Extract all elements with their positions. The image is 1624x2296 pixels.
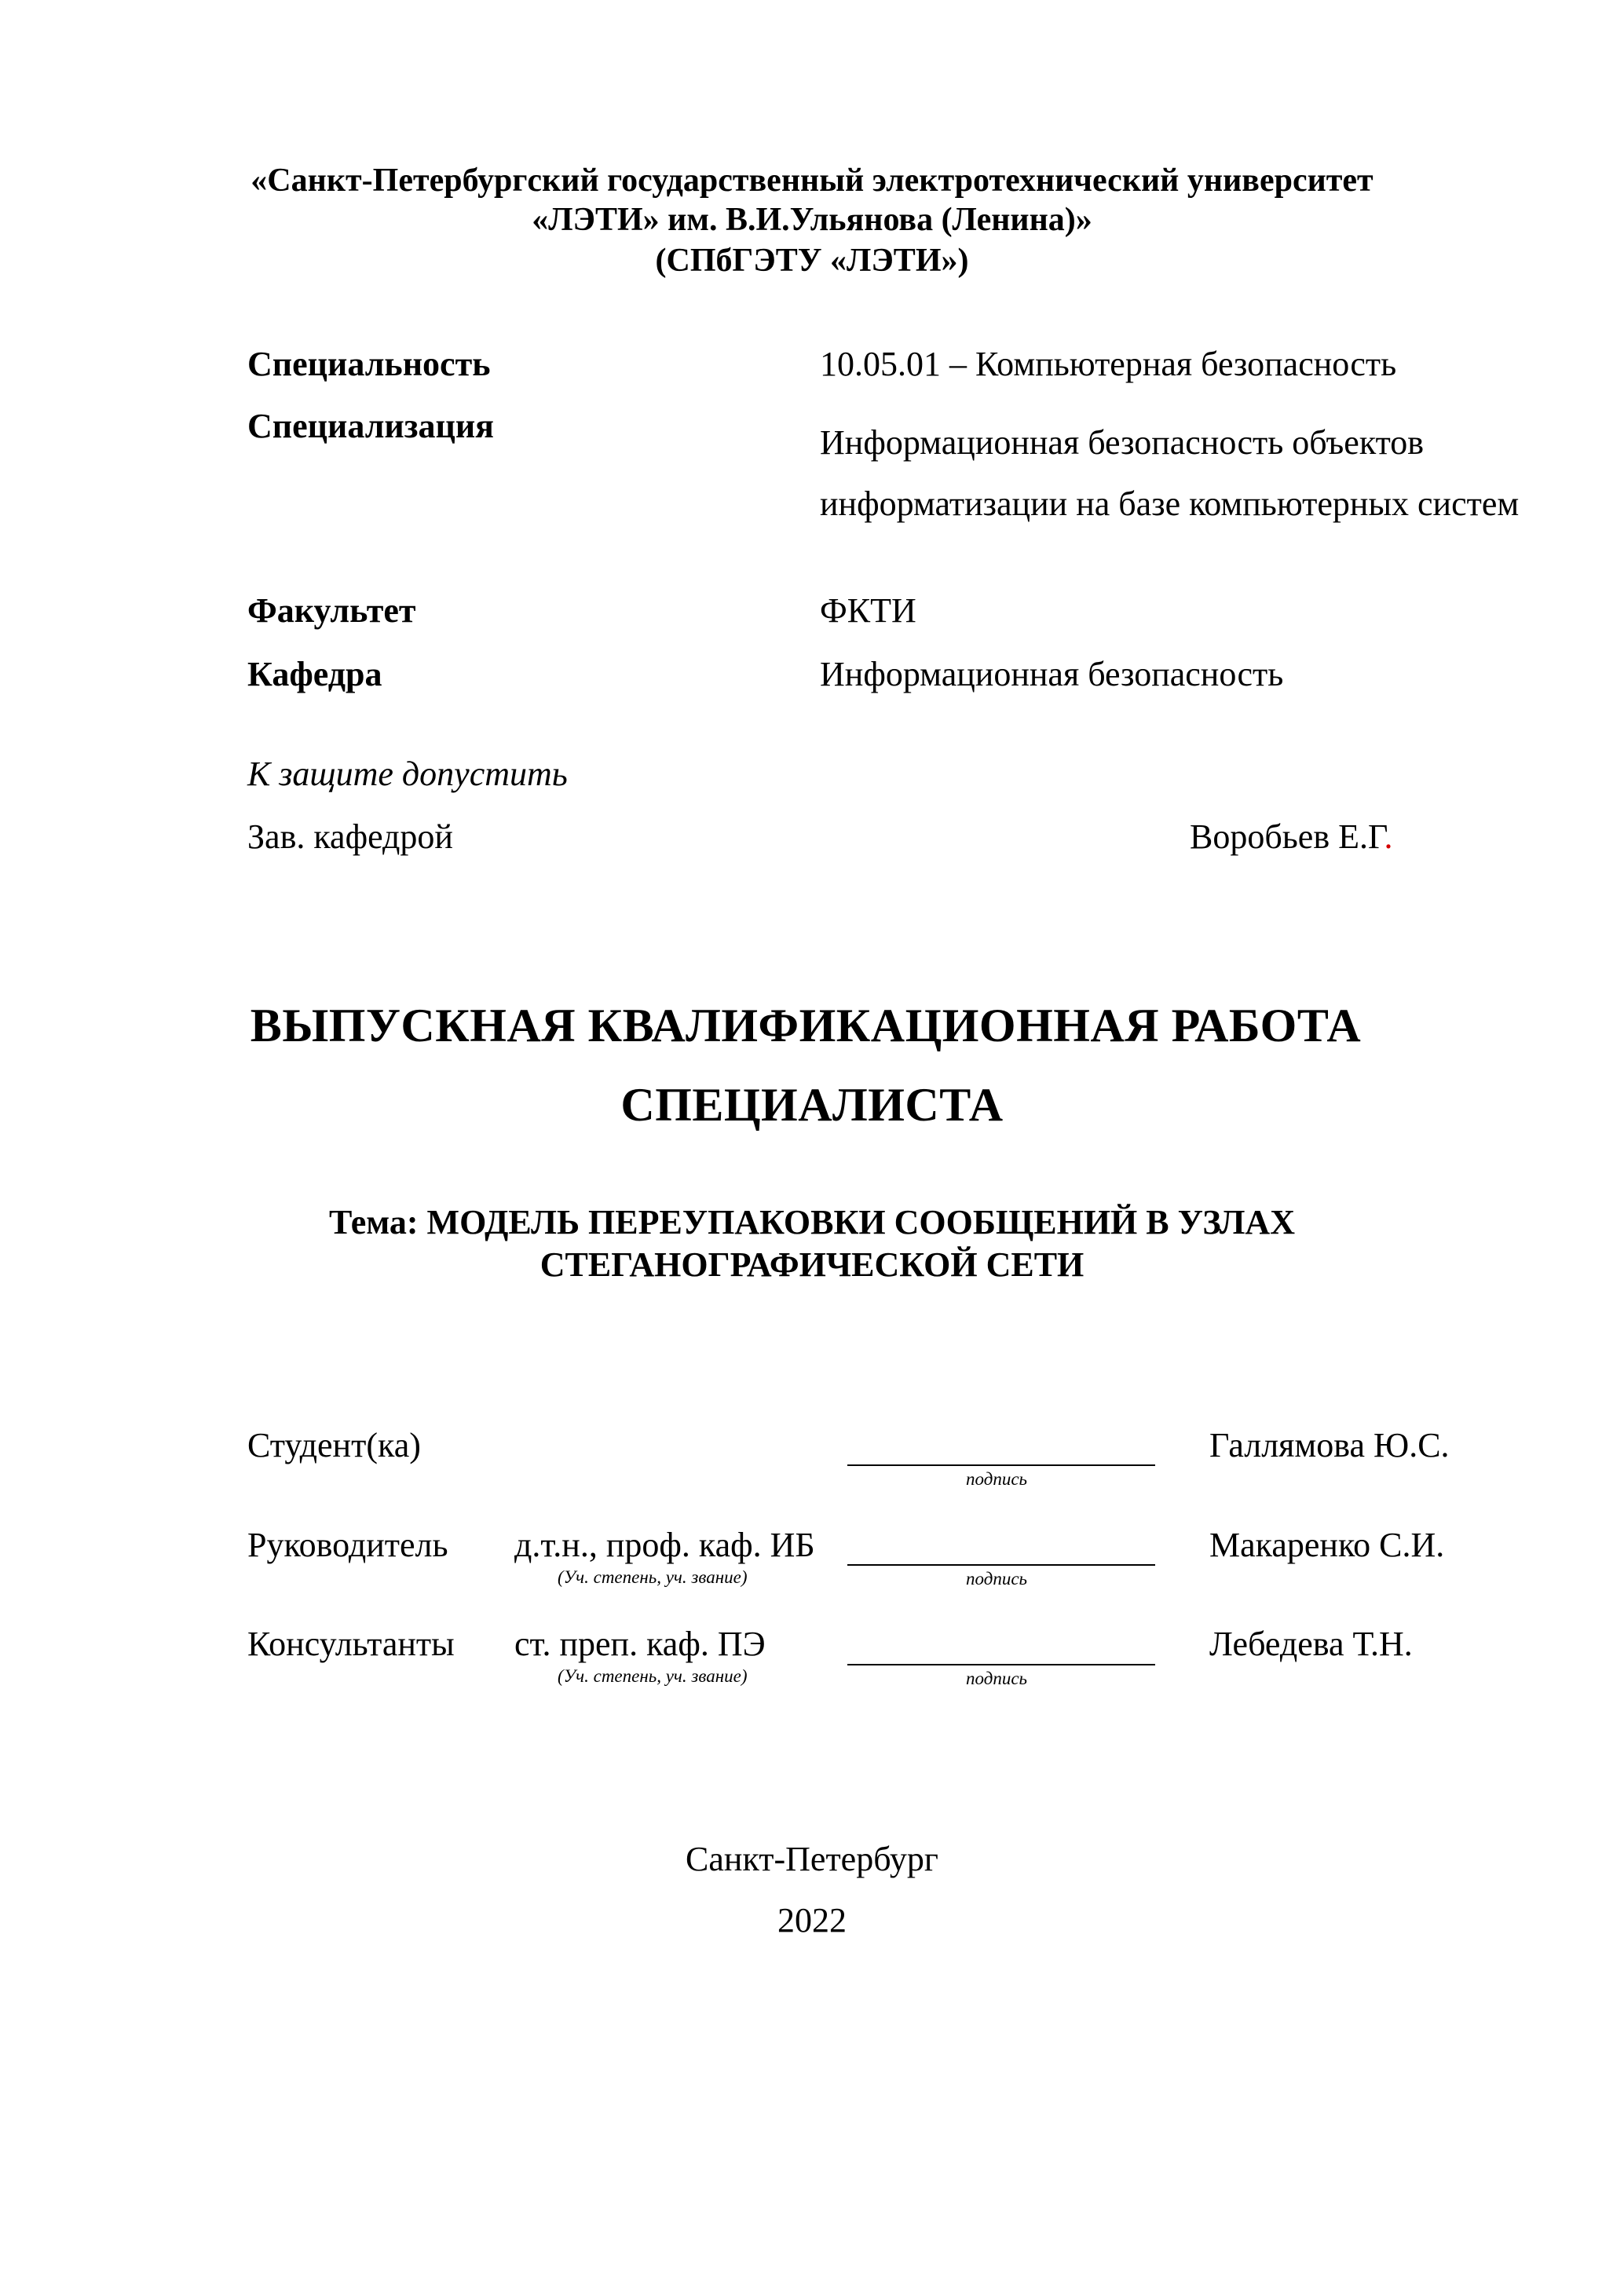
supervisor-name: Макаренко С.И. [1209, 1526, 1445, 1564]
student-signature-caption: подпись [966, 1469, 1028, 1489]
faculty-label: Факультет [247, 591, 416, 630]
consultant-signature-line [847, 1664, 1155, 1665]
consultant-position-caption: (Уч. степень, уч. звание) [558, 1666, 748, 1686]
consultant-position: ст. преп. каф. ПЭ [514, 1625, 766, 1663]
supervisor-position-caption: (Уч. степень, уч. звание) [558, 1567, 748, 1587]
university-name-line2: «ЛЭТИ» им. В.И.Ульянова (Ленина)» [532, 202, 1092, 238]
supervisor-position: д.т.н., проф. каф. ИБ [514, 1526, 815, 1564]
work-title-line1: ВЫПУСКНАЯ КВАЛИФИКАЦИОННАЯ РАБОТА [250, 1000, 1362, 1051]
supervisor-signature-caption: подпись [966, 1569, 1028, 1589]
topic-line1: Тема: МОДЕЛЬ ПЕРЕУПАКОВКИ СООБЩЕНИЙ В УЗЛАХ [329, 1203, 1295, 1241]
university-name-line1: «Санкт-Петербургский государственный электротехнический университет [251, 163, 1373, 199]
specialty-label: Специальность [247, 345, 491, 383]
head-of-department-label: Зав. кафедрой [247, 817, 453, 856]
work-title-line2: СПЕЦИАЛИСТА [620, 1079, 1004, 1131]
consultant-name: Лебедева Т.Н. [1209, 1625, 1413, 1663]
consultant-role: Консультанты [247, 1625, 455, 1663]
head-of-department-name: Воробьев Е.Г. [1190, 817, 1393, 856]
footer-year: 2022 [777, 1901, 847, 1940]
student-role: Студент(ка) [247, 1426, 421, 1464]
specialization-value: Информационная безопасность объектов информатизации на базе компьютерных систем [820, 423, 1520, 523]
specialty-value: 10.05.01 – Компьютерная безопасность [820, 345, 1397, 383]
topic-line2: СТЕГАНОГРАФИЧЕСКОЙ СЕТИ [540, 1245, 1084, 1284]
faculty-value: ФКТИ [820, 591, 916, 630]
department-value: Информационная безопасность [820, 655, 1284, 693]
admission-text: К защите допустить [247, 755, 568, 793]
specialization-label: Специализация [247, 407, 494, 445]
footer-city: Санкт-Петербург [686, 1840, 938, 1878]
supervisor-role: Руководитель [247, 1526, 448, 1564]
student-name: Галлямова Ю.С. [1209, 1426, 1450, 1464]
student-signature-line [847, 1464, 1155, 1466]
consultant-signature-caption: подпись [966, 1669, 1028, 1688]
supervisor-signature-line [847, 1564, 1155, 1566]
department-label: Кафедра [247, 655, 382, 693]
university-abbreviation: (СПбГЭТУ «ЛЭТИ») [655, 243, 969, 279]
